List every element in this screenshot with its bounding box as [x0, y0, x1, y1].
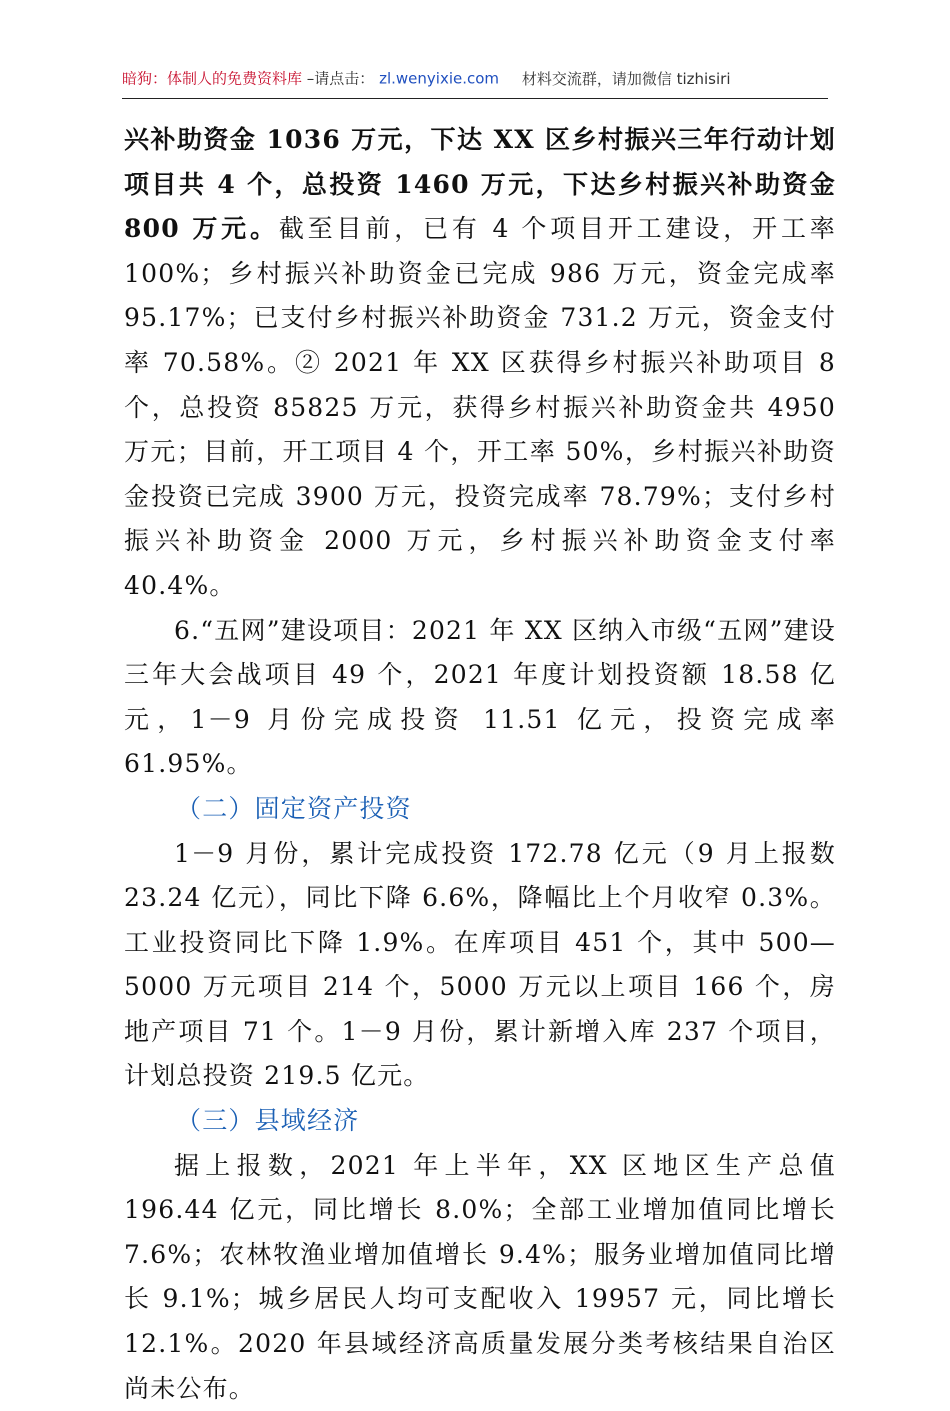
paragraph-1-rest: 截至目前，已有 4 个项目开工建设，开工率 100%；乡村振兴补助资金已完成 986 万元，资金完成率 95.17%；已支付乡村振兴补助资金 731.2 万元，资金支付率 70.58%。② 2021 年 XX 区获得乡村振兴补助项目 8 个，总投资 85825 万元，获得乡村振兴补助资金共 4950 万元；目前，开工项目 4 个，开工率 50%，乡村振兴补助资金投资已完成 3900 万元，投资完成率 78.79%；支付乡村振兴补助资金 2000 万元，乡村振兴补助资金支付率 40.4%。: [124, 214, 836, 600]
header-group-text: 材料交流群，请加微信 tizhisiri: [521, 69, 731, 88]
header-visit-label: –请点击：: [306, 69, 375, 88]
paragraph-1-bold: 兴补助资金 1036 万元，下达 XX 区乡村振兴三年行动计划项目共 4 个，总投资 1460 万元，下达乡村振兴补助资金 800 万元。: [124, 125, 836, 244]
header-url-link[interactable]: zl.wenyixie.com: [379, 69, 500, 88]
paragraph-3: 1－9 月份，累计完成投资 172.78 亿元（9 月上报数 23.24 亿元），同比下降 6.6%，降幅比上个月收窄 0.3%。工业投资同比下降 1.9%。在库项目 451 个，其中 500—5000 万元项目 214 个，5000 万元以上项目 166 个，房地产项目 71 个。1－9 月份，累计新增入库 237 个项目，计划总投资 219.5 亿元。: [124, 838, 836, 1091]
section-heading-3: （三）县域经济: [176, 1106, 360, 1136]
document-body: [124, 118, 836, 1411]
section-heading-2: （二）固定资产投资: [176, 793, 412, 823]
page-header: [122, 58, 828, 99]
paragraph-2: 6.“五网”建设项目：2021 年 XX 区纳入市级“五网”建设三年大会战项目 49 个，2021 年度计划投资额 18.58 亿元，1－9 月份完成投资 11.51 亿元，投资完成率 61.95%。: [124, 615, 836, 779]
paragraph-4: 据上报数，2021 年上半年，XX 区地区生产总值 196.44 亿元，同比增长 8.0%；全部工业增加值同比增长 7.6%；农林牧渔业增加值增长 9.4%；服务业增加值同比增长 9.1%；城乡居民人均可支配收入 19957 元，同比增长 12.1%。2020 年县域经济高质量发展分类考核结果自治区尚未公布。: [124, 1150, 836, 1403]
header-brand: 暗狗：体制人的免费资料库: [122, 69, 303, 88]
paragraph-1: [124, 118, 836, 609]
